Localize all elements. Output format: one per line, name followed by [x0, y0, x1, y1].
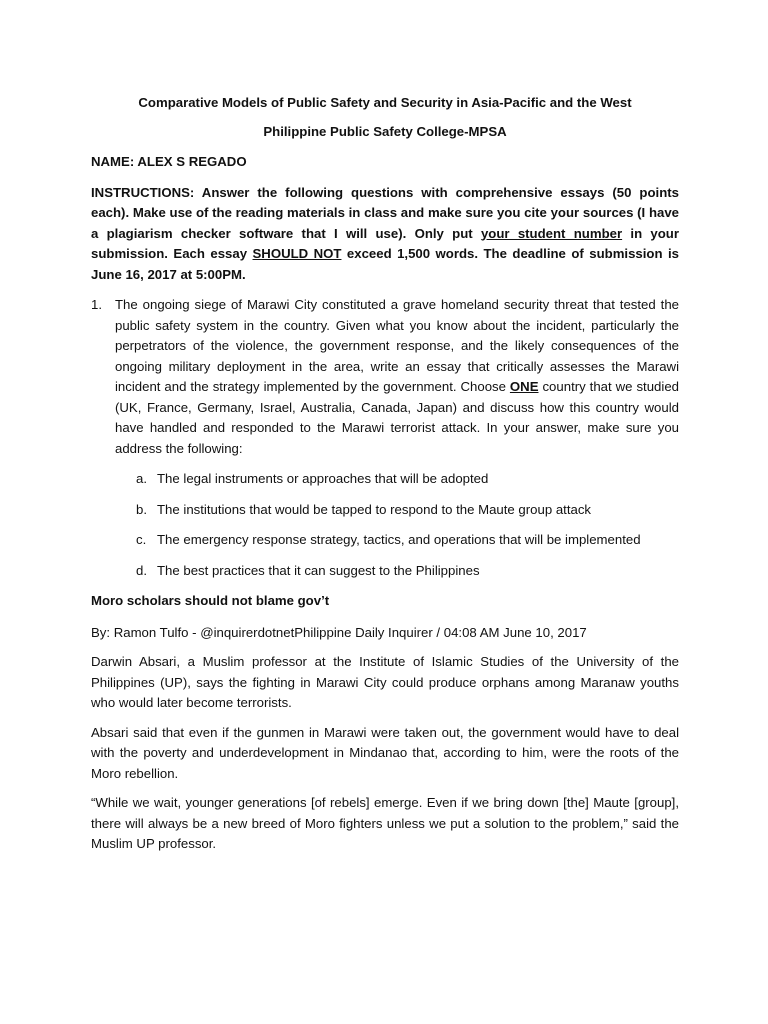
article-headline: Moro scholars should not blame gov’t: [91, 593, 330, 608]
document-title: Comparative Models of Public Safety and Security in Asia-Pacific and the West: [138, 95, 632, 110]
student-name: NAME: ALEX S REGADO: [91, 154, 247, 169]
sub-item-text: The best practices that it can suggest to the Philippines: [157, 562, 480, 578]
sub-item-letter: b.: [136, 501, 147, 517]
question-1: [91, 295, 679, 459]
sub-item-letter: a.: [136, 471, 147, 486]
sub-item-d: [136, 561, 679, 582]
question-number: 1.: [91, 297, 102, 312]
instructions-paragraph: [91, 183, 679, 286]
sub-item-letter: c.: [136, 532, 147, 547]
question-text-before: The ongoing siege of Marawi City constituted a grave homeland security threat that tested the public safety system in the country. Given what you know about the incident, particularly the perpetrators of the violence, the government response, and the likely consequences of the ongoing military deployment in the area, write an essay that critically assesses the Marawi incident and the strategy implemented by the government. Choose: [115, 297, 679, 394]
article-paragraph: “While we wait, younger generations [of rebels] emerge. Even if we bring down [the] Maute [group], there will always be a new breed of Moro fighters unless we put a solution to the problem,” said the Muslim UP professor.: [91, 795, 679, 851]
question-emphasis: ONE: [509, 379, 539, 394]
sub-item-text: The institutions that would be tapped to respond to the Maute group attack: [157, 501, 592, 517]
instructions-underlined-2: SHOULD NOT: [252, 246, 342, 261]
article-paragraph: Absari said that even if the gunmen in Marawi were taken out, the government would have to deal with the poverty and underdevelopment in Mindanao that, according to him, were the roots of the Moro rebellion.: [91, 724, 679, 781]
article-paragraph: Darwin Absari, a Muslim professor at the Institute of Islamic Studies of the University of the Philippines (UP), says the fighting in Marawi City could produce orphans among Maranaw youths who would later become terrorists.: [91, 654, 679, 710]
document-body: [91, 93, 679, 855]
question-text: [115, 295, 679, 459]
document-subtitle: Philippine Public Safety College-MPSA: [263, 123, 507, 139]
question-text-after: country that we studied (UK, France, Germany, Israel, Australia, Canada, Japan) and discuss how this country would have handled and responded to the Marawi terrorist attack. In your answer, make sure you address the following:: [115, 379, 679, 456]
instructions-text-3: exceed 1,500 words. The deadline of submission is June 16, 2017 at 5:00PM.: [91, 246, 679, 282]
instructions-text-2: in your submission. Each essay: [91, 225, 679, 261]
instructions-text-1: INSTRUCTIONS: Answer the following questions with comprehensive essays (50 points each). Make use of the reading materials in class and make sure you cite your sources (I have a plagiarism checker software that I will use). Only put: [91, 184, 679, 241]
sub-item-letter: d.: [136, 562, 147, 578]
sub-item-c: [136, 530, 679, 551]
instructions-underlined-1: your student number: [480, 225, 623, 241]
sub-item-text: The emergency response strategy, tactics, and operations that will be implemented: [157, 532, 641, 547]
sub-item-text: The legal instruments or approaches that will be adopted: [157, 471, 489, 486]
sub-item-b: [136, 500, 679, 521]
article-byline: By: Ramon Tulfo - @inquirerdotnetPhilippine Daily Inquirer / 04:08 AM June 10, 2017: [91, 624, 587, 640]
sub-item-a: [136, 469, 679, 490]
